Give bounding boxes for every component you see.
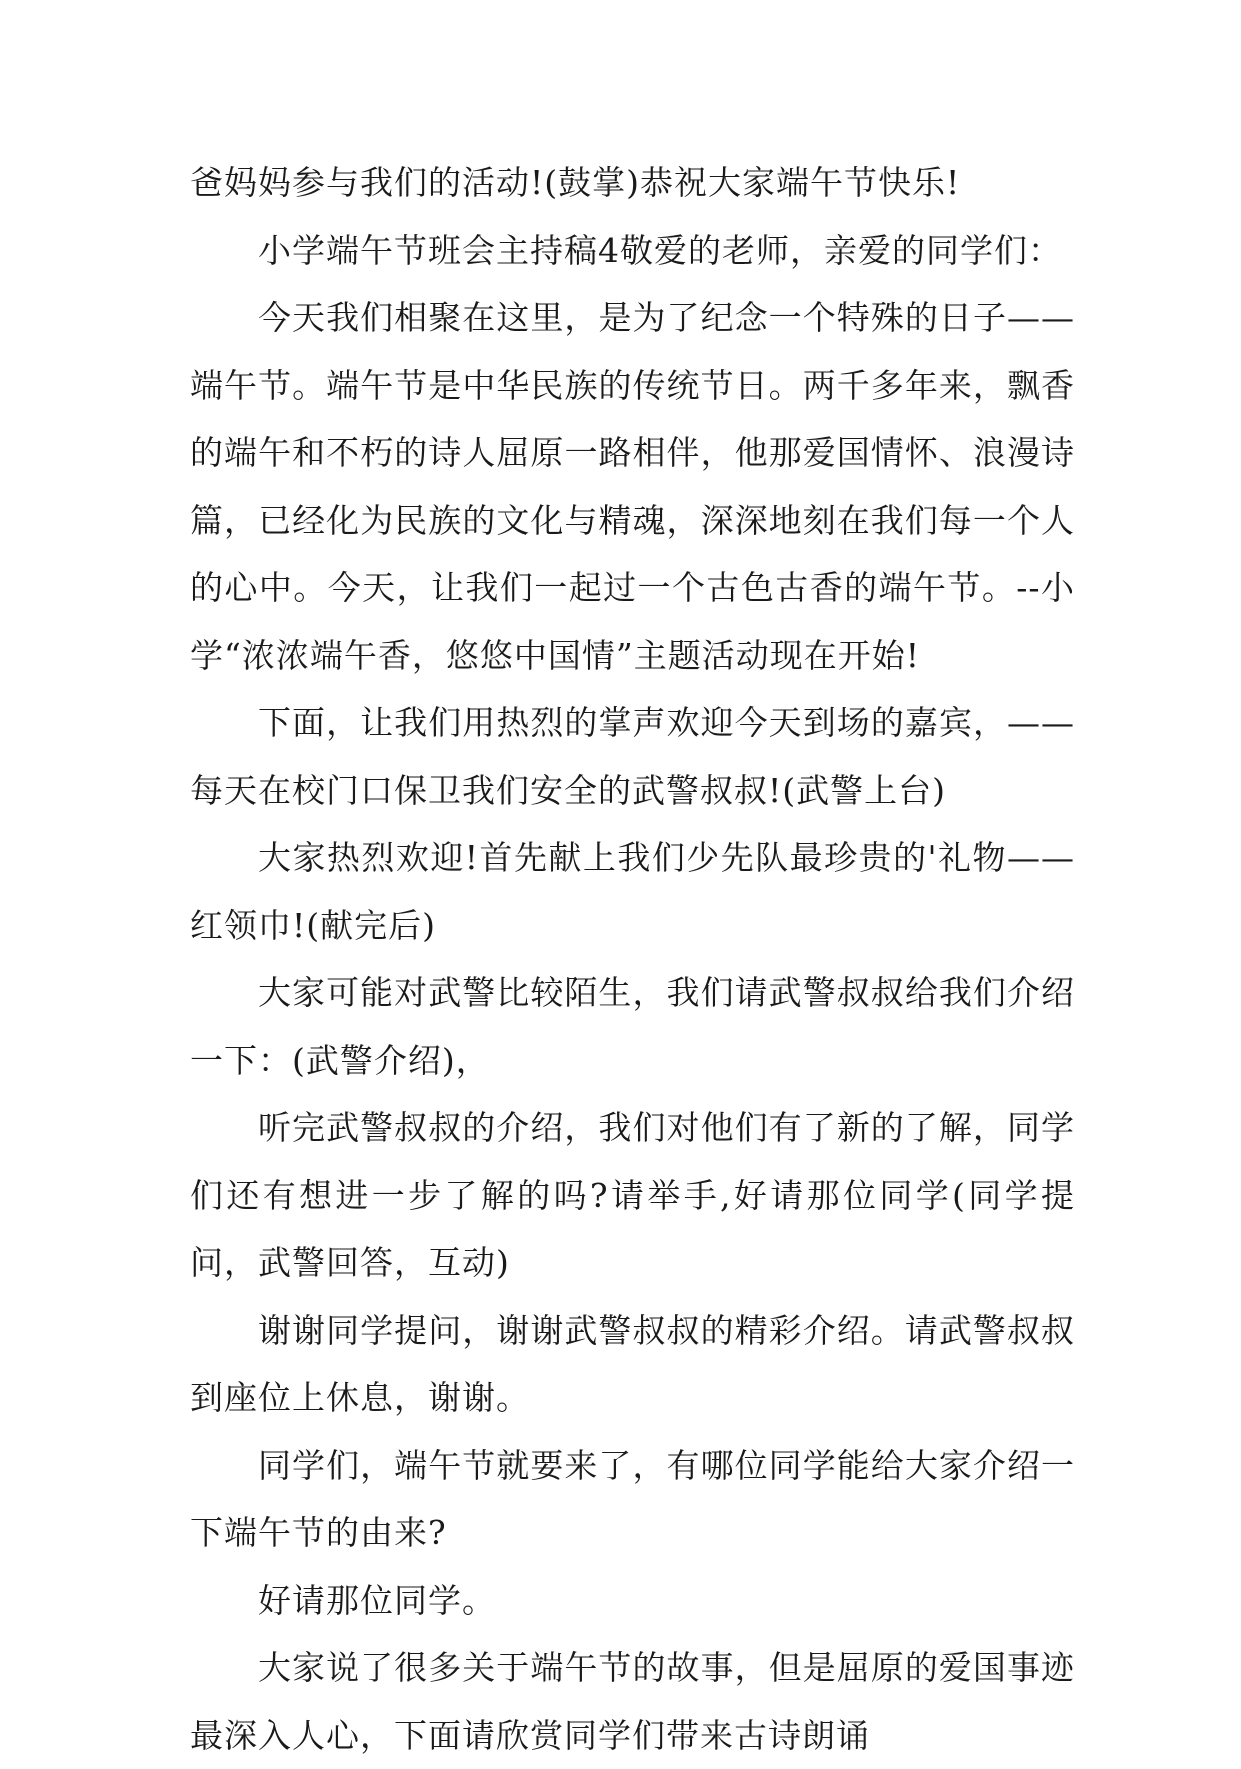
- paragraph: 大家可能对武警比较陌生，我们请武警叔叔给我们介绍一下：(武警介绍)，: [190, 973, 1075, 1080]
- paragraph: 大家说了很多关于端午节的故事，但是屈原的爱国事迹最深入人心，下面请欣赏同学们带来古诗朗诵: [190, 1648, 1075, 1755]
- paragraph: 谢谢同学提问，谢谢武警叔叔的精彩介绍。请武警叔叔到座位上休息，谢谢。: [190, 1310, 1075, 1417]
- paragraph: 听完武警叔叔的介绍，我们对他们有了新的了解，同学们还有想进一步了解的吗?请举手,好请那位同学(同学提问，武警回答，互动): [190, 1108, 1075, 1282]
- paragraph: 同学们，端午节就要来了，有哪位同学能给大家介绍一下端午节的由来?: [190, 1445, 1075, 1552]
- paragraph: 下面，让我们用热烈的掌声欢迎今天到场的嘉宾，——每天在校门口保卫我们安全的武警叔叔!(武警上台): [190, 703, 1075, 810]
- document-body: [190, 149, 1075, 1769]
- paragraph-title-line: 小学端午节班会主持稿4敬爱的老师，亲爱的同学们：: [258, 230, 1062, 270]
- paragraph-continuation: 爸妈妈参与我们的活动!(鼓掌)恭祝大家端午节快乐!: [190, 163, 961, 202]
- paragraph: 大家热烈欢迎!首先献上我们少先队最珍贵的'礼物——红领巾!(献完后): [190, 838, 1075, 945]
- paragraph: 今天我们相聚在这里，是为了纪念一个特殊的日子——端午节。端午节是中华民族的传统节日。两千多年来，飘香的端午和不朽的诗人屈原一路相伴，他那爱国情怀、浪漫诗篇，已经化为民族的文化与精魂，深深地刻在我们每一个人的心中。今天，让我们一起过一个古色古香的端午节。--小学“浓浓端午香，悠悠中国情”主题活动现在开始!: [190, 298, 1075, 675]
- paragraph: 好请那位同学。: [258, 1580, 496, 1620]
